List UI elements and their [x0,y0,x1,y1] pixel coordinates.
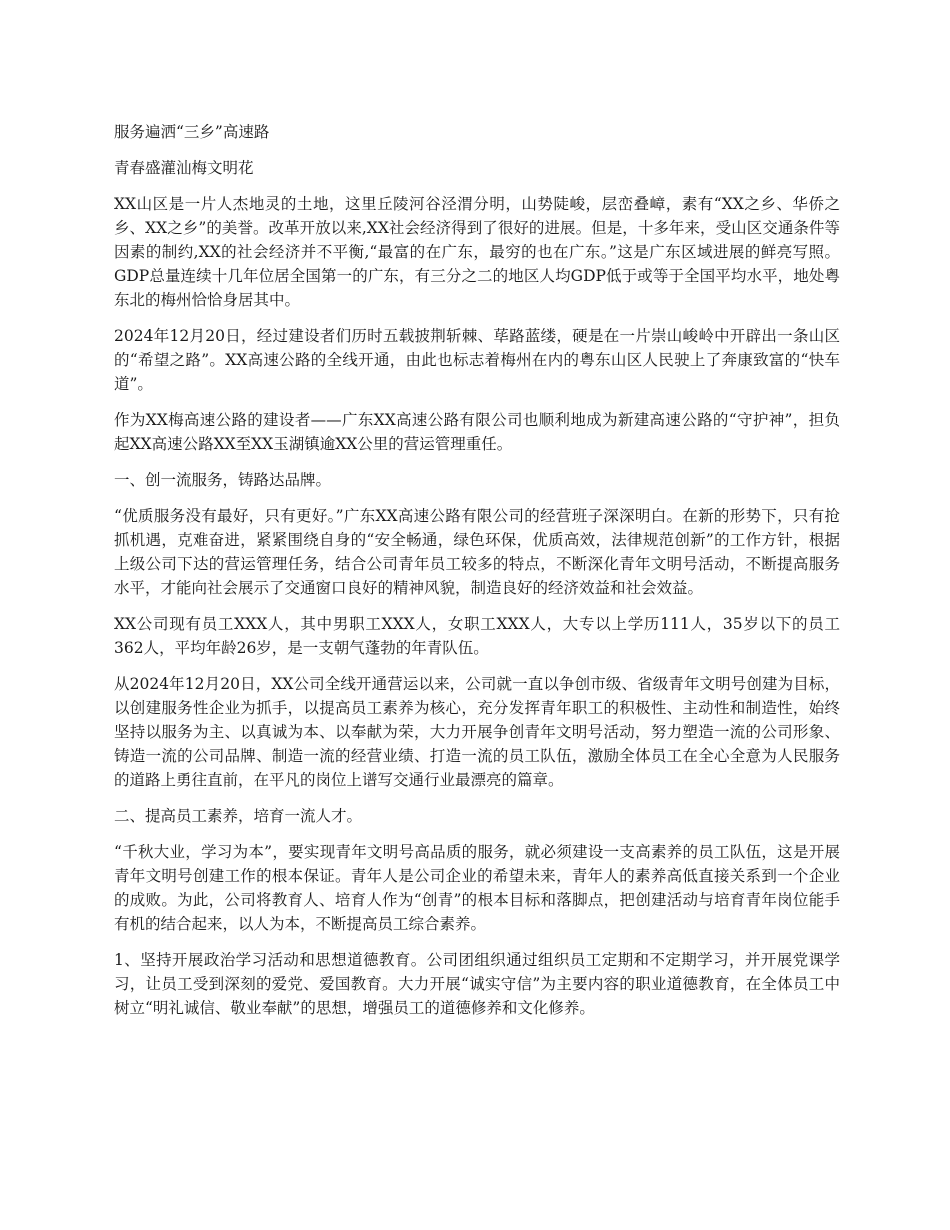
paragraph: 从2024年12月20日，XX公司全线开通营运以来，公司就一直以争创市级、省级青年文明号创建为目标，以创建服务性企业为抓手，以提高员工素养为核心，充分发挥青年职工的积极性、主动性和制造性，始终坚持以服务为主、以真诚为本、以奉献为荣，大力开展争创青年文明号活动，努力塑造一流的公司形象、铸造一流的公司品牌、制造一流的经营业绩、打造一流的员工队伍，激励全体员工在全心全意为人民服务的道路上勇往直前，在平凡的岗位上谱写交通行业最漂亮的篇章。 [114,675,840,789]
paragraph: 2024年12月20日，经过建设者们历时五载披荆斩棘、荜路蓝缕，硬是在一片崇山峻岭中开辟出一条山区的“希望之路”。XX高速公路的全线开通，由此也标志着梅州在内的粤东山区人民驶上了奔康致富的“快车道”。 [114,327,840,393]
paragraph: 1、坚持开展政治学习活动和思想道德教育。公司团组织通过组织员工定期和不定期学习，并开展党课学习，让员工受到深刻的爱党、爱国教育。大力开展“诚实守信”为主要内容的职业道德教育，在全体员工中树立“明礼诚信、敬业奉献”的思想，增强员工的道德修养和文化修养。 [114,951,840,1017]
paragraph: “千秋大业，学习为本”，要实现青年文明号高品质的服务，就必须建设一支高素养的员工队伍，这是开展青年文明号创建工作的根本保证。青年人是公司企业的希望未来，青年人的素养高低直接关系到一个企业的成败。为此，公司将教育人、培育人作为“创青”的根本目标和落脚点，把创建活动与培育青年岗位能手有机的结合起来，以人为本，不断提高员工综合素养。 [114,843,840,933]
paragraph: XX公司现有员工XXX人，其中男职工XXX人，女职工XXX人，大专以上学历111人，35岁以下的员工362人，平均年龄26岁，是一支朝气蓬勃的年青队伍。 [114,615,840,657]
document-page [114,120,840,1032]
section-heading: 二、提高员工素养，培育一流人才。 [114,807,363,825]
paragraph: “优质服务没有最好，只有更好。”广东XX高速公路有限公司的经营班子深深明白。在新的形势下，只有抢抓机遇，克难奋进，紧紧围绕自身的“安全畅通，绿色环保，优质高效，法律规范创新”的工作方针，根据上级公司下达的营运管理任务，结合公司青年员工较多的特点，不断深化青年文明号活动，不断提高服务水平，才能向社会展示了交通窗口良好的精神风貌，制造良好的经济效益和社会效益。 [114,507,840,597]
paragraph: XX山区是一片人杰地灵的土地，这里丘陵河谷泾渭分明，山势陡峻，层峦叠嶂，素有“XX之乡、华侨之乡、XX之乡”的美誉。改革开放以来,XX社会经济得到了很好的进展。但是，十多年来，受山区交通条件等因素的制约,XX的社会经济并不平衡,“最富的在广东，最穷的也在广东。”这是广东区域进展的鲜亮写照。GDP总量连续十几年位居全国第一的广东，有三分之二的地区人均GDP低于或等于全国平均水平，地处粤东北的梅州恰恰身居其中。 [114,195,840,309]
paragraph: 作为XX梅高速公路的建设者——广东XX高速公路有限公司也顺利地成为新建高速公路的“守护神”，担负起XX高速公路XX至XX玉湖镇逾XX公里的营运管理重任。 [114,411,840,453]
document-subtitle: 青春盛灌汕梅文明花 [114,159,254,177]
document-title: 服务遍洒“三乡”高速路 [114,123,270,141]
section-heading: 一、创一流服务，铸路达品牌。 [114,471,332,489]
